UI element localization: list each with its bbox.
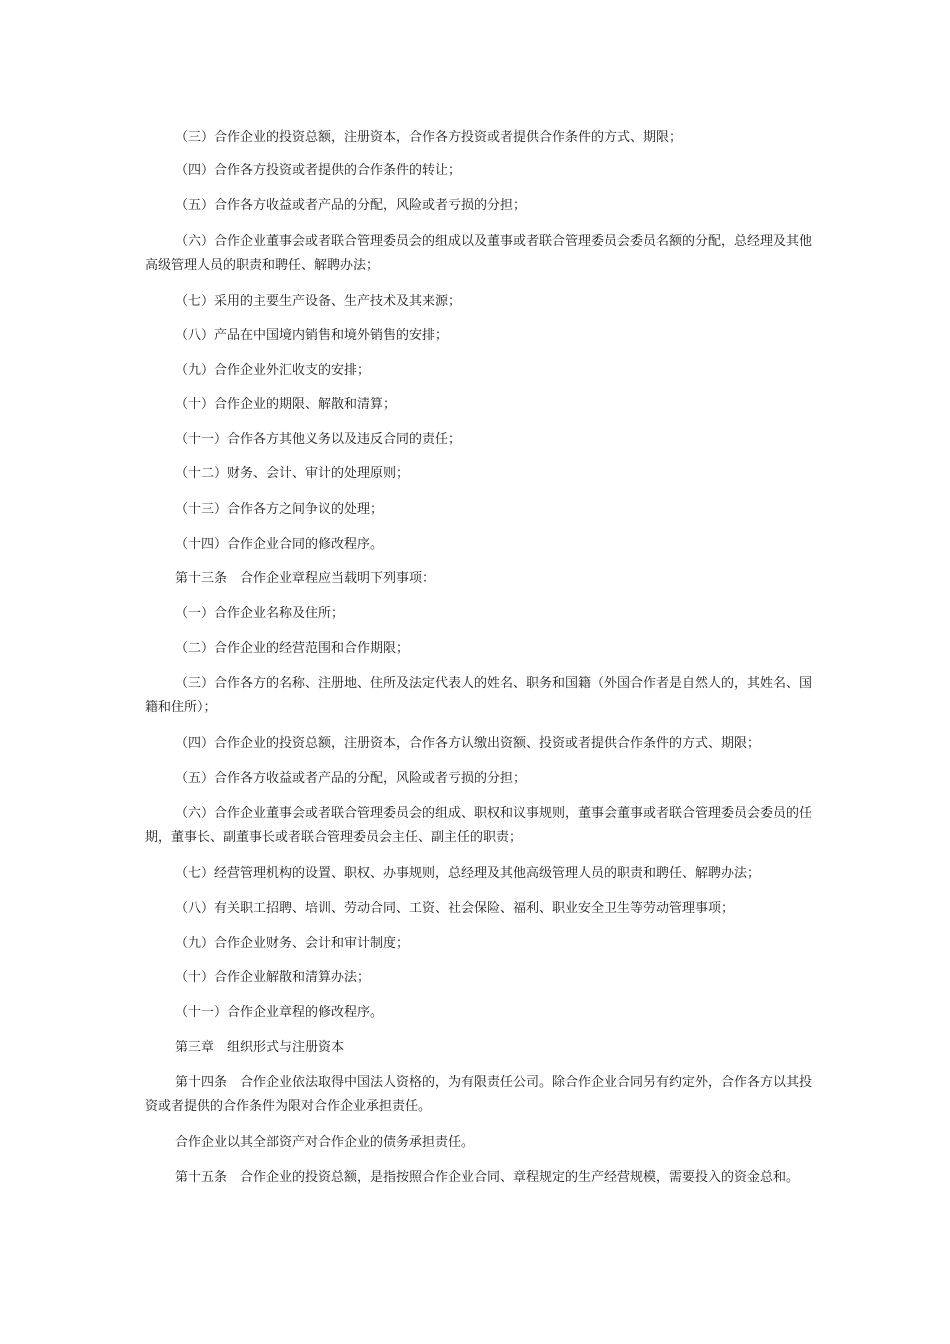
paragraph: （三）合作各方的名称、注册地、住所及法定代表人的姓名、职务和国籍（外国合作者是自然人的，其姓名、国籍和住所）； (145, 676, 813, 715)
paragraph: （十三）合作各方之间争议的处理； (175, 502, 384, 517)
paragraph: （十一）合作企业章程的修改程序。 (175, 1005, 384, 1020)
paragraph: （八）有关职工招聘、培训、劳动合同、工资、社会保险、福利、职业安全卫生等劳动管理事项； (175, 901, 735, 916)
paragraph: （十四）合作企业合同的修改程序。 (175, 537, 384, 552)
paragraph: （四）合作企业的投资总额，注册资本，合作各方认缴出资额、投资或者提供合作条件的方式、期限； (175, 736, 761, 751)
article-paragraph: 第十五条 合作企业的投资总额，是指按照合作企业合同、章程规定的生产经营规模，需要投入的资金总和。 (175, 1170, 800, 1185)
paragraph: （十）合作企业解散和清算办法； (175, 970, 371, 985)
chapter-heading: 第三章 组织形式与注册资本 (175, 1040, 345, 1055)
paragraph: （一）合作企业名称及住所； (175, 606, 345, 621)
paragraph: （七）经营管理机构的设置、职权、办事规则，总经理及其他高级管理人员的职责和聘任、解聘办法； (175, 866, 761, 881)
paragraph: （十一）合作各方其他义务以及违反合同的责任； (175, 432, 462, 447)
paragraph: （五）合作各方收益或者产品的分配，风险或者亏损的分担； (175, 198, 527, 213)
paragraph: （九）合作企业外汇收支的安排； (175, 363, 371, 378)
paragraph: 合作企业以其全部资产对合作企业的债务承担责任。 (175, 1135, 475, 1150)
article-heading: 第十三条 合作企业章程应当载明下列事项： (175, 571, 436, 586)
paragraph: （七）采用的主要生产设备、生产技术及其来源； (175, 294, 462, 309)
paragraph: （十二）财务、会计、审计的处理原则； (175, 466, 410, 481)
paragraph: （五）合作各方收益或者产品的分配，风险或者亏损的分担； (175, 771, 527, 786)
paragraph: （三）合作企业的投资总额，注册资本，合作各方投资或者提供合作条件的方式、期限； (175, 130, 683, 145)
paragraph: （四）合作各方投资或者提供的合作条件的转让； (175, 163, 462, 178)
paragraph: （十）合作企业的期限、解散和清算； (175, 397, 397, 412)
paragraph: （二）合作企业的经营范围和合作期限； (175, 641, 410, 656)
paragraph: （八）产品在中国境内销售和境外销售的安排； (175, 328, 449, 343)
paragraph: （六）合作企业董事会或者联合管理委员会的组成、职权和议事规则，董事会董事或者联合管理委员会委员的任期，董事长、副董事长或者联合管理委员会主任、副主任的职责； (145, 806, 813, 845)
paragraph: （九）合作企业财务、会计和审计制度； (175, 936, 410, 951)
paragraph: （六）合作企业董事会或者联合管理委员会的组成以及董事或者联合管理委员会委员名额的分配，总经理及其他高级管理人员的职责和聘任、解聘办法； (145, 234, 813, 273)
article-paragraph: 第十四条 合作企业依法取得中国法人资格的，为有限责任公司。除合作企业合同另有约定外，合作各方以其投资或者提供的合作条件为限对合作企业承担责任。 (145, 1075, 813, 1114)
